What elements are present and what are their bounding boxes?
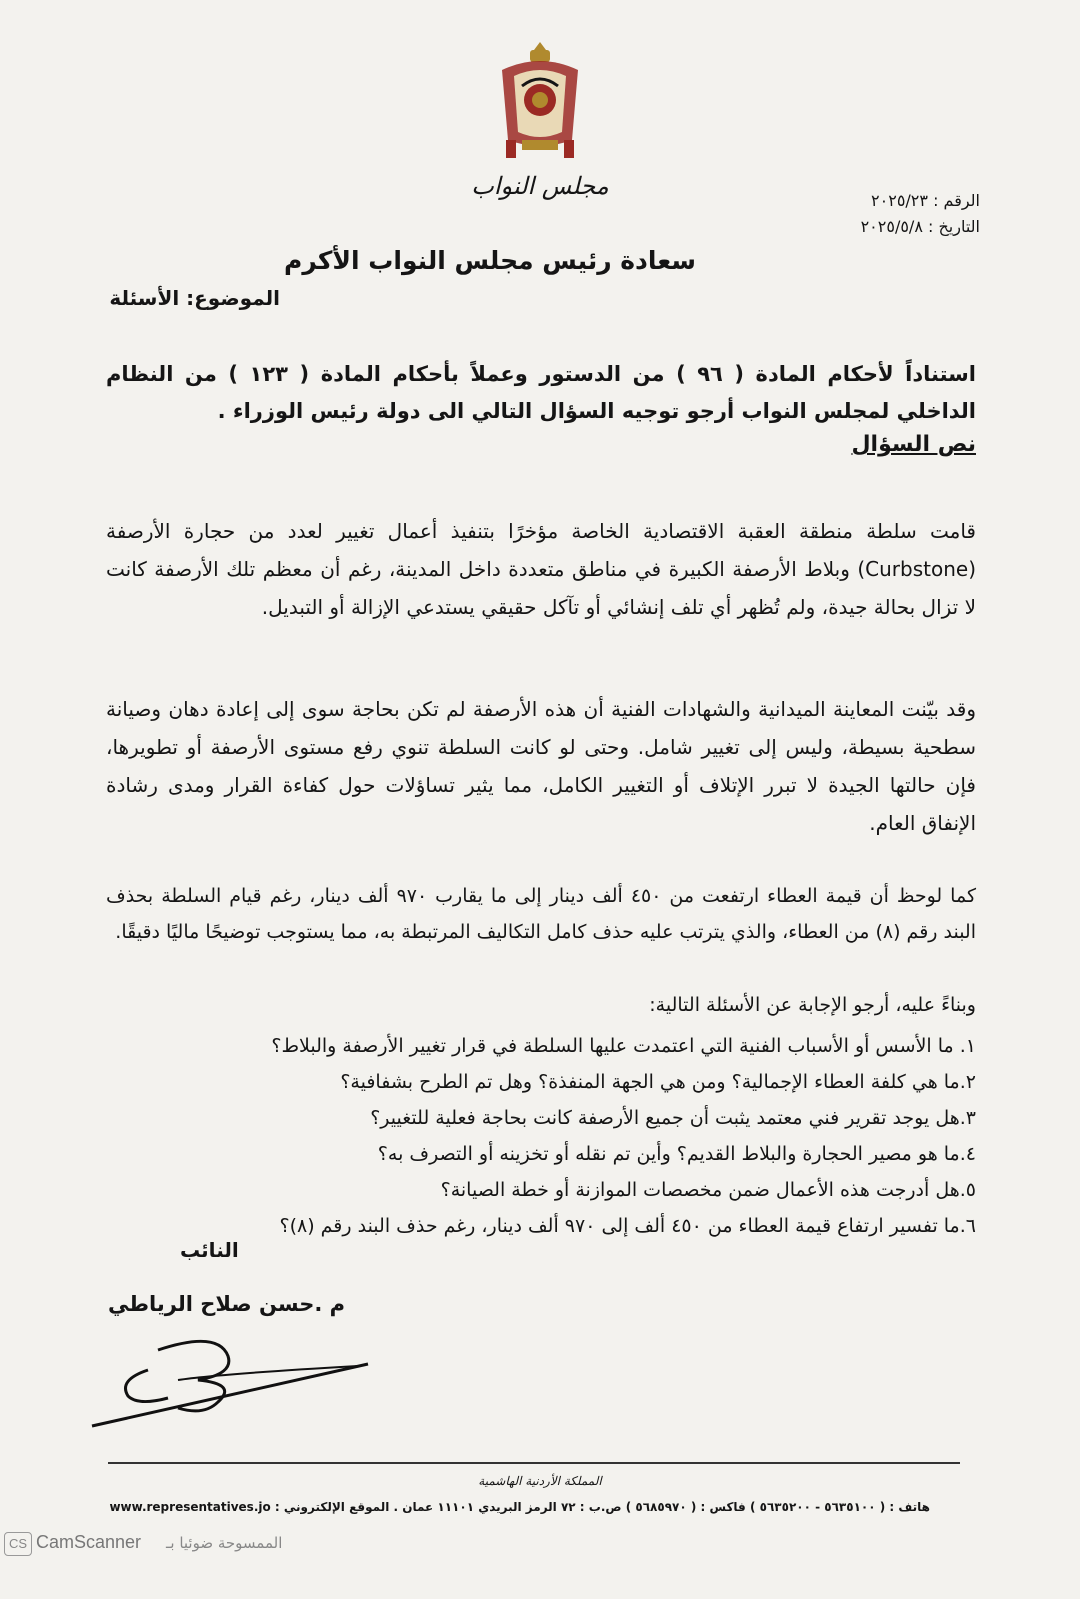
royal-crest-icon [492,40,588,160]
addressee: سعادة رئيس مجلس النواب الأكرم [284,246,696,275]
reference-block [820,188,980,240]
camscanner-logo-icon: CS [4,1532,32,1556]
questions-intro: وبناءً عليه، أرجو الإجابة عن الأسئلة التالية: [649,994,976,1016]
camscanner-scanned-with: الممسوحة ضوئيا بـ [166,1534,283,1552]
signer-role: النائب [180,1238,239,1262]
footer-contact: هاتف : ( ٥٦٣٥١٠٠ - ٥٦٣٥٢٠٠ ) فاكس : ( ٥٦٨٥٩٧٠ ) ص.ب : ٧٢ الرمز البريدي ١١١٠١ عمان . الموقع الإلكتروني : www.representatives.jo [109,1500,930,1514]
council-name-logo: مجلس النواب [471,172,609,200]
body-paragraph-1: قامت سلطة منطقة العقبة الاقتصادية الخاصة مؤخرًا بتنفيذ أعمال تغيير لعدد من حجارة الأرصفة (Curbstone) وبلاط الأرصفة الكبيرة في مناطق متعددة داخل المدينة، رغم أن معظم تلك الأرصفة كانت لا تزال بحالة جيدة، ولم تُظهر أي تلف إنشائي أو تآكل حقيقي يستدعي الإزالة أو التبديل. [106,519,976,619]
question-item: ٥.هل أدرجت هذه الأعمال ضمن مخصصات الموازنة أو خطة الصيانة؟ [440,1179,976,1201]
questions-list [271,1028,976,1244]
handwritten-signature-icon [88,1330,378,1430]
body-paragraph-2: وقد بيّنت المعاينة الميدانية والشهادات الفنية أن هذه الأرصفة لم تكن بحاجة سوى إلى إعادة دهان وصيانة سطحية بسيطة، وليس إلى تغيير شامل. وحتى لو كانت السلطة تنوي رفع مستوى الأرصفة أو تطويرها، فإن حالتها الجيدة لا تبرر الإتلاف أو التغيير الكامل، مما يثير تساؤلات حول كفاءة القرار ومدى رشادة الإنفاق العام. [106,697,976,835]
question-item: ٤.ما هو مصير الحجارة والبلاط القديم؟ وأين تم نقله أو تخزينه أو التصرف به؟ [377,1143,976,1165]
subject-line: الموضوع: الأسئلة [109,286,280,310]
question-item: ٣.هل يوجد تقرير فني معتمد يثبت أن جميع الأرصفة كانت بحاجة فعلية للتغيير؟ [370,1107,976,1129]
reference-number: الرقم : ٢٠٢٥/٢٣ [871,191,980,210]
footer-kingdom: المملكة الأردنية الهاشمية [478,1474,602,1488]
footer-divider [108,1462,960,1464]
body-paragraph-3: كما لوحظ أن قيمة العطاء ارتفعت من ٤٥٠ ألف دينار إلى ما يقارب ٩٧٠ ألف دينار، رغم قيام السلطة بحذف البند رقم (٨) من العطاء، والذي يترتب عليه حذف كامل التكاليف المرتبطة به، مما يستوجب توضيحًا ماليًا دقيقًا. [106,885,977,943]
camscanner-name: CamScanner [36,1532,142,1552]
question-item: ١. ما الأسس أو الأسباب الفنية التي اعتمدت عليها السلطة في قرار تغيير الأرصفة والبلاط؟ [271,1035,976,1057]
question-item: ٦.ما تفسير ارتفاع قيمة العطاء من ٤٥٠ ألف إلى ٩٧٠ ألف دينار، رغم حذف البند رقم (٨)؟ [279,1215,976,1237]
question-item: ٢.ما هي كلفة العطاء الإجمالية؟ ومن هي الجهة المنفذة؟ وهل تم الطرح بشفافية؟ [340,1071,976,1093]
question-title: نص السؤال [851,432,976,457]
reference-date: التاريخ : ٢٠٢٥/٥/٨ [860,217,980,236]
preamble-paragraph: استناداً لأحكام المادة ( ٩٦ ) من الدستور وعملاً بأحكام المادة ( ١٢٣ ) من النظام الداخلي لمجلس النواب أرجو توجيه السؤال التالي الى دولة رئيس الوزراء . [106,362,976,423]
signer-name: م .حسن صلاح الرياطي [108,1292,346,1316]
